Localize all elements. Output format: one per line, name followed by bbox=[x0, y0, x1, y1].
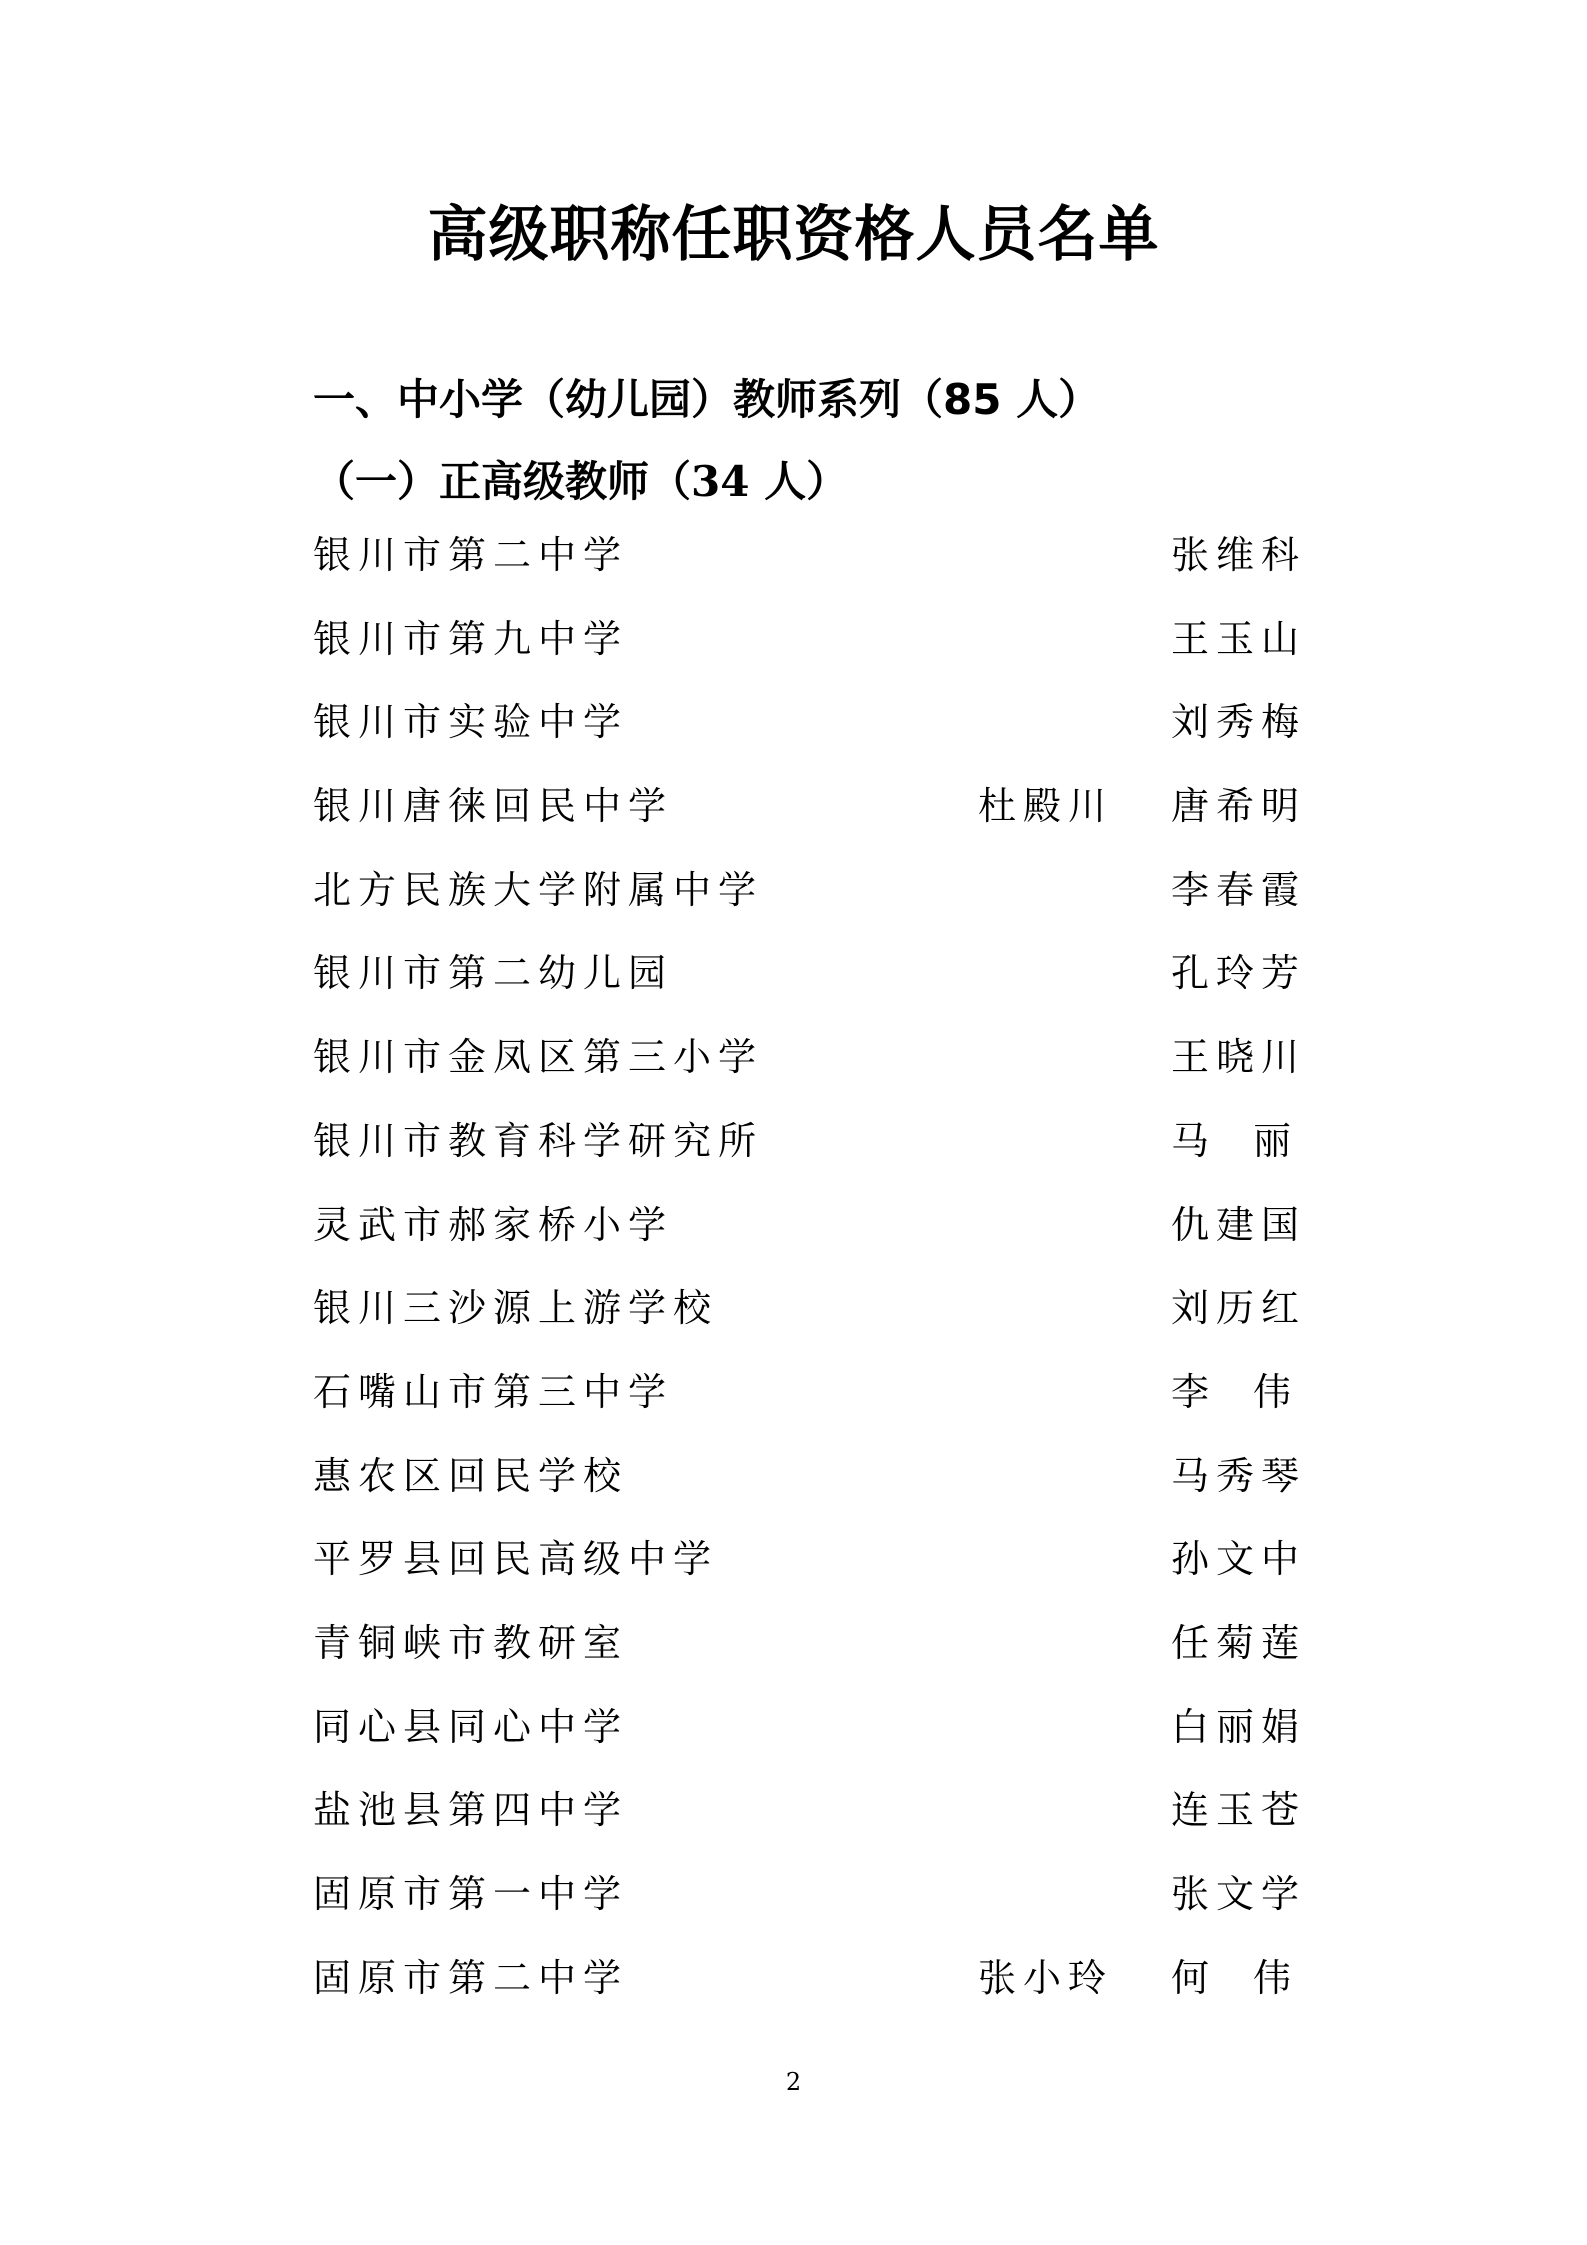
organization-name: 银川市第九中学 bbox=[313, 616, 629, 661]
person-name: 唐希明 bbox=[1171, 784, 1307, 829]
list-item bbox=[313, 938, 1307, 1022]
organization-name: 固原市第二中学 bbox=[313, 1955, 629, 2000]
list-item bbox=[313, 1190, 1307, 1274]
personnel-list bbox=[313, 520, 1336, 2026]
page-number: 2 bbox=[785, 2068, 802, 2096]
list-item bbox=[313, 1943, 1336, 2027]
person-name: 马秀琴 bbox=[1171, 1453, 1307, 1498]
person-name: 王玉山 bbox=[1171, 616, 1307, 661]
person-name: 仇建国 bbox=[1171, 1202, 1307, 1247]
organization-name: 灵武市郝家桥小学 bbox=[313, 1202, 674, 1247]
organization-name: 银川唐徕回民中学 bbox=[313, 784, 674, 829]
list-item bbox=[313, 604, 1307, 688]
person-name: 白丽娟 bbox=[1171, 1704, 1307, 1749]
person-name: 李春霞 bbox=[1171, 867, 1307, 912]
person-name-secondary: 张小玲 bbox=[978, 1955, 1114, 2000]
list-item bbox=[313, 1524, 1307, 1608]
person-name: 刘历红 bbox=[1171, 1286, 1307, 1331]
organization-name: 银川市教育科学研究所 bbox=[313, 1118, 764, 1163]
document-title: 高级职称任职资格人员名单 bbox=[427, 200, 1160, 270]
person-name: 李伟 bbox=[1171, 1369, 1336, 1414]
organization-name: 银川市第二中学 bbox=[313, 533, 629, 577]
list-item bbox=[313, 1692, 1307, 1776]
person-name: 何伟 bbox=[1171, 1955, 1336, 2000]
list-item bbox=[313, 1273, 1307, 1357]
list-item bbox=[313, 771, 1307, 855]
list-item bbox=[313, 1441, 1307, 1525]
organization-name: 北方民族大学附属中学 bbox=[313, 867, 764, 912]
person-name: 马丽 bbox=[1171, 1118, 1336, 1163]
list-item bbox=[313, 1608, 1307, 1692]
section-heading: 一、中小学（幼儿园）教师系列（85 人） bbox=[313, 375, 1101, 424]
organization-name: 石嘴山市第三中学 bbox=[313, 1369, 674, 1414]
list-item bbox=[313, 1357, 1336, 1441]
organization-name: 同心县同心中学 bbox=[313, 1704, 629, 1749]
list-item bbox=[313, 687, 1307, 771]
person-name: 张维科 bbox=[1171, 533, 1307, 577]
list-item bbox=[313, 855, 1307, 939]
person-name: 刘秀梅 bbox=[1171, 700, 1307, 745]
organization-name: 平罗县回民高级中学 bbox=[313, 1537, 719, 1582]
organization-name: 银川市金凤区第三小学 bbox=[313, 1035, 764, 1080]
person-name: 王晓川 bbox=[1171, 1035, 1307, 1080]
organization-name: 银川三沙源上游学校 bbox=[313, 1286, 719, 1331]
list-item bbox=[313, 1775, 1307, 1859]
subsection-heading: （一）正高级教师（34 人） bbox=[313, 457, 849, 506]
organization-name: 银川市第二幼儿园 bbox=[313, 951, 674, 996]
person-name: 连玉苍 bbox=[1171, 1788, 1307, 1833]
person-name-secondary: 杜殿川 bbox=[978, 784, 1114, 829]
organization-name: 银川市实验中学 bbox=[313, 700, 629, 745]
person-name: 孔玲芳 bbox=[1171, 951, 1307, 996]
organization-name: 盐池县第四中学 bbox=[313, 1788, 629, 1833]
list-item bbox=[313, 1106, 1336, 1190]
list-item bbox=[313, 520, 1307, 604]
person-name: 张文学 bbox=[1171, 1872, 1307, 1916]
list-item bbox=[313, 1022, 1307, 1106]
organization-name: 惠农区回民学校 bbox=[313, 1453, 629, 1498]
organization-name: 固原市第一中学 bbox=[313, 1872, 629, 1916]
organization-name: 青铜峡市教研室 bbox=[313, 1620, 629, 1665]
list-item bbox=[313, 1859, 1307, 1943]
person-name: 孙文中 bbox=[1171, 1537, 1307, 1582]
person-name: 任菊莲 bbox=[1171, 1620, 1307, 1665]
